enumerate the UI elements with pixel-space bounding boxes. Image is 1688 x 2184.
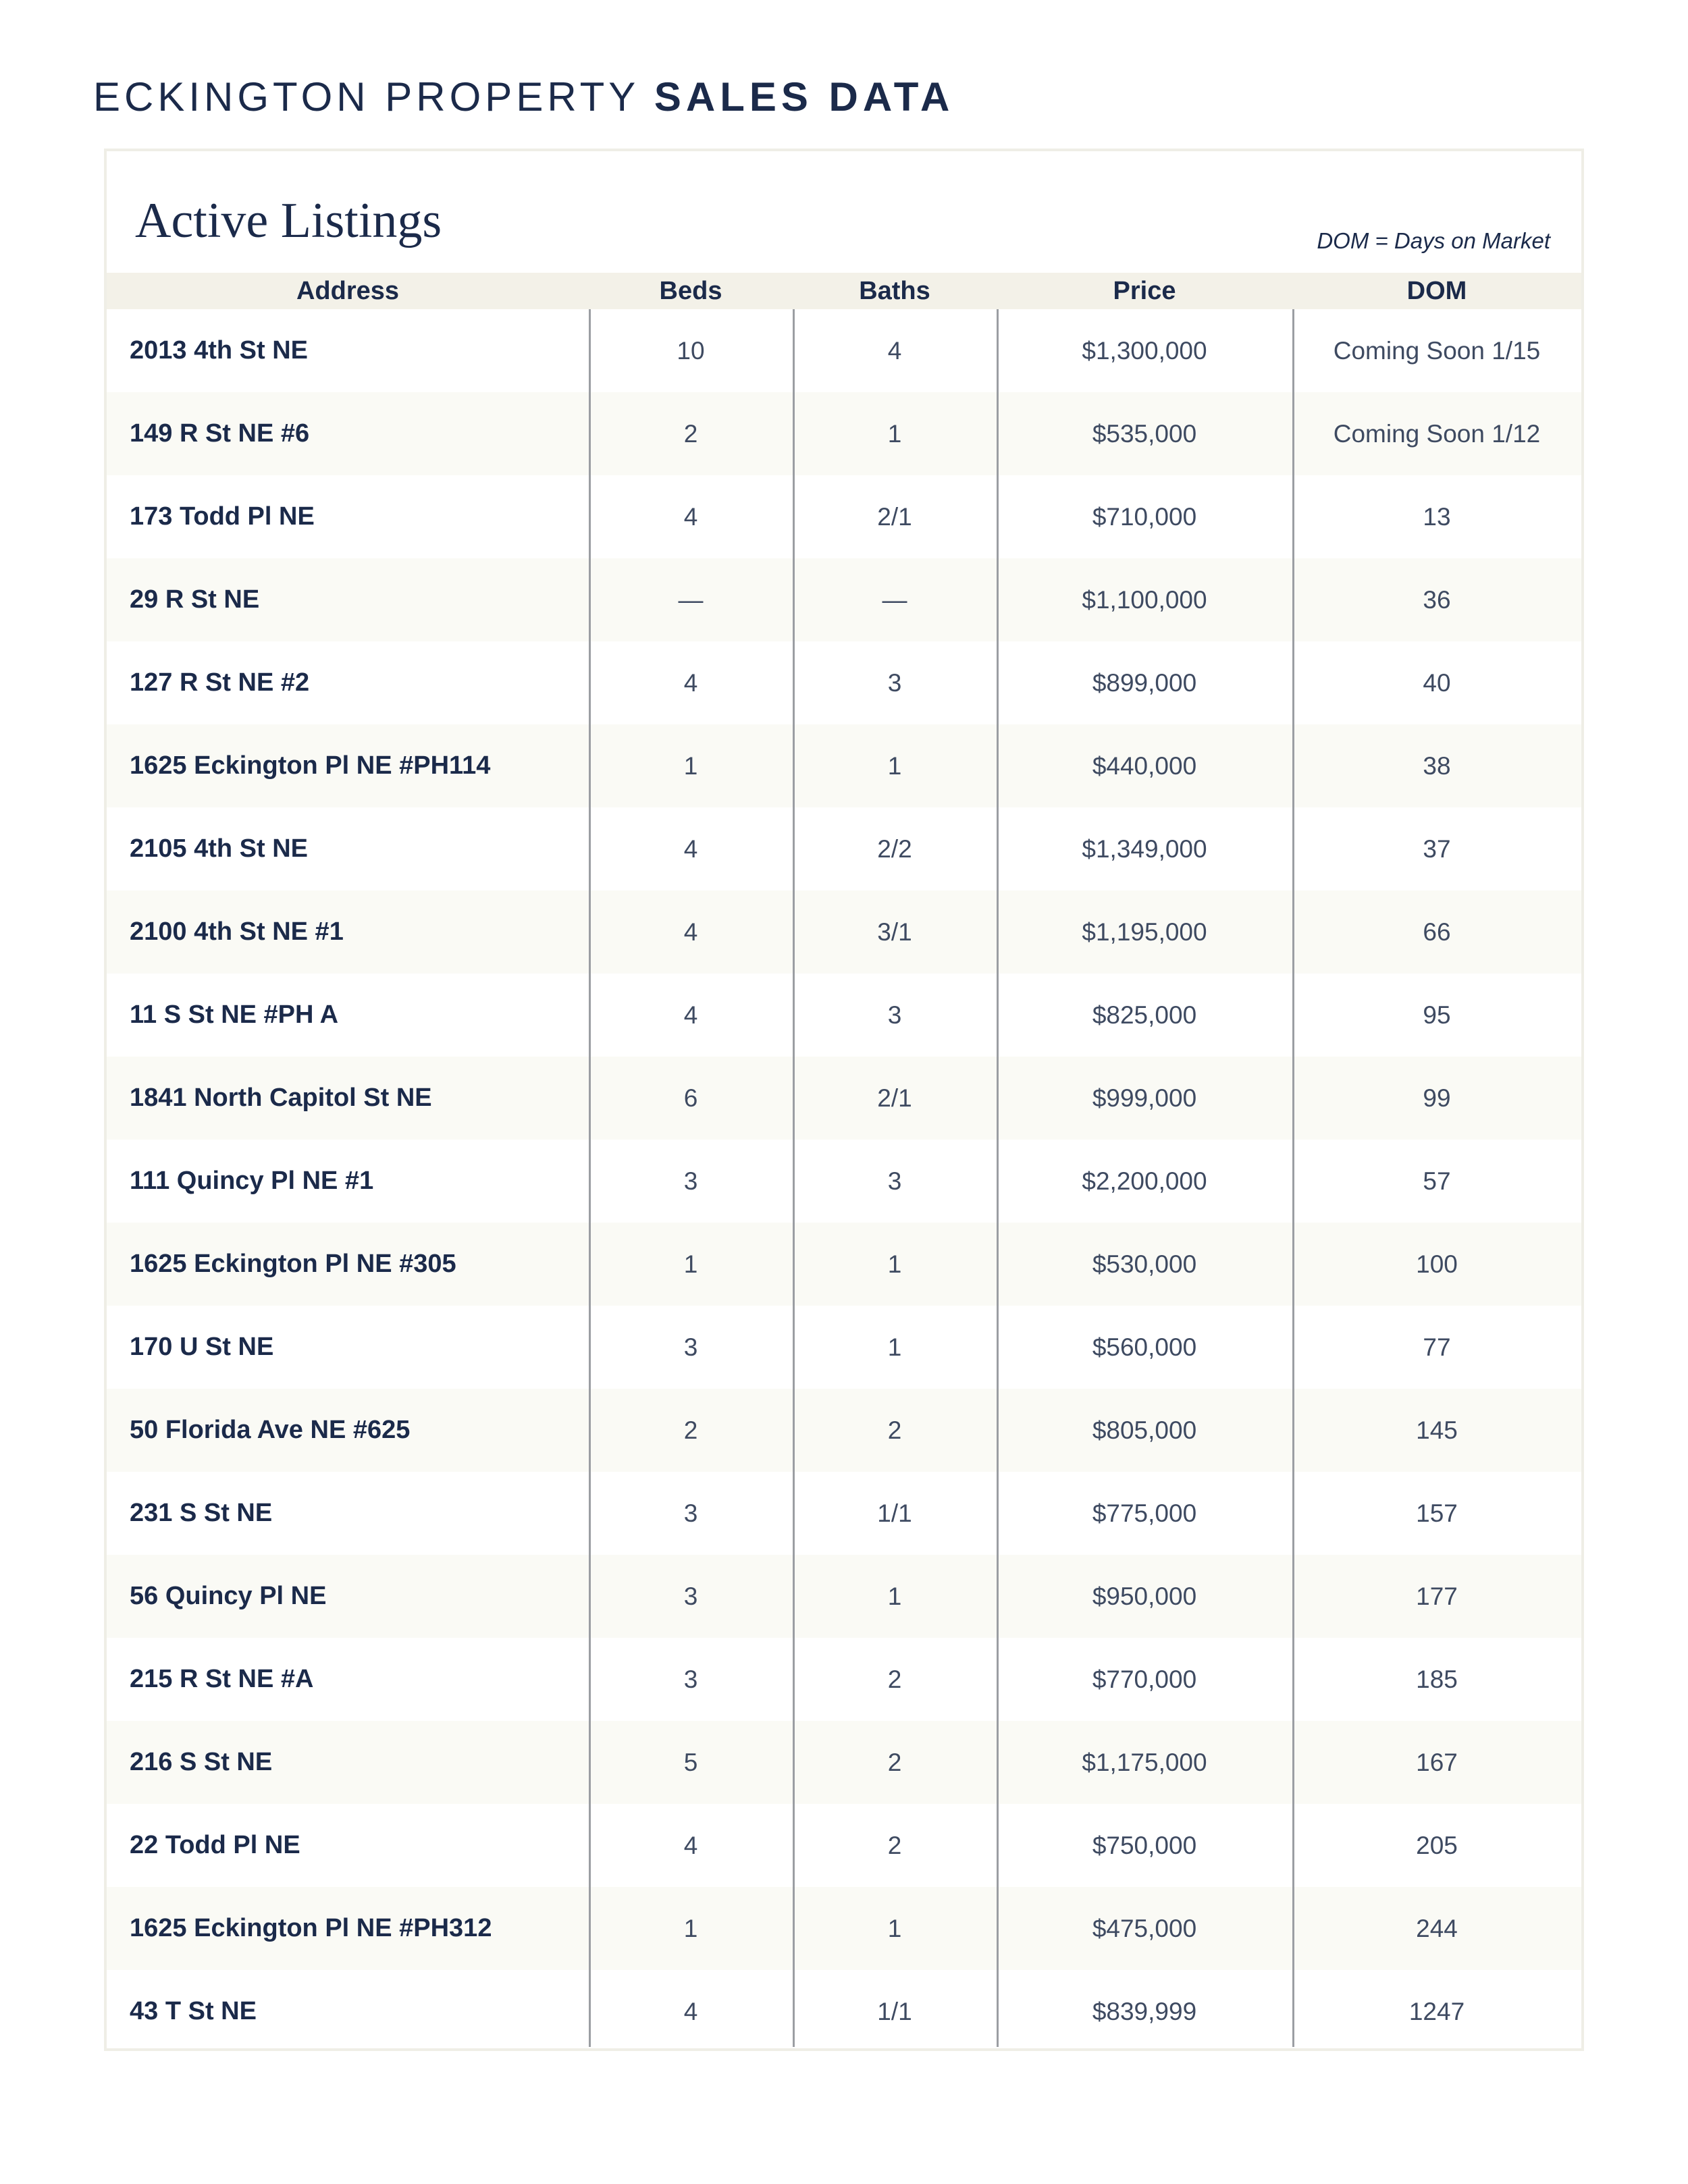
cell-dom: 167: [1416, 1749, 1458, 1776]
cell-address: 2105 4th St NE: [130, 834, 308, 863]
table-row: [107, 1472, 1581, 1555]
cell-baths: —: [882, 586, 907, 614]
cell-dom: 157: [1416, 1499, 1458, 1527]
cell-beds: 3: [683, 1167, 698, 1195]
cell-price: $950,000: [1092, 1582, 1197, 1610]
page-title: [93, 70, 954, 124]
cell-address: 127 R St NE #2: [130, 668, 310, 697]
page-title-bold: SALES DATA: [654, 74, 955, 119]
table-row: [107, 974, 1581, 1057]
cell-address: 2013 4th St NE: [130, 336, 308, 365]
cell-dom: 99: [1423, 1084, 1451, 1112]
table-row: [107, 1887, 1581, 1970]
cell-baths: 2/2: [877, 835, 912, 863]
cell-price: $1,300,000: [1082, 337, 1207, 365]
cell-dom: 100: [1416, 1250, 1458, 1278]
cell-baths: 3: [887, 1167, 902, 1195]
cell-dom: 66: [1423, 918, 1451, 946]
table-row: [107, 1306, 1581, 1389]
cell-price: $535,000: [1092, 420, 1197, 448]
table-row: [107, 475, 1581, 558]
cell-beds: 3: [683, 1666, 698, 1693]
cell-beds: 10: [677, 337, 705, 365]
cell-price: $750,000: [1092, 1832, 1197, 1859]
table-row: [107, 309, 1581, 392]
table-row: [107, 1555, 1581, 1638]
cell-beds: 2: [683, 420, 698, 448]
cell-baths: 1: [887, 1582, 902, 1610]
cell-price: $770,000: [1092, 1666, 1197, 1693]
cell-beds: 1: [683, 1915, 698, 1942]
cell-baths: 3: [887, 669, 902, 697]
cell-baths: 1: [887, 752, 902, 780]
cell-baths: 1: [887, 420, 902, 448]
cell-address: 50 Florida Ave NE #625: [130, 1416, 411, 1444]
cell-dom: 57: [1423, 1167, 1451, 1195]
cell-address: 216 S St NE: [130, 1748, 273, 1776]
table-row: [107, 558, 1581, 641]
column-header-price: Price: [1113, 277, 1176, 305]
cell-price: $1,175,000: [1082, 1749, 1207, 1776]
cell-dom: 13: [1423, 503, 1451, 531]
cell-price: $839,999: [1092, 1998, 1197, 2025]
cell-address: 43 T St NE: [130, 1997, 257, 2025]
cell-address: 1841 North Capitol St NE: [130, 1084, 432, 1112]
cell-address: 1625 Eckington Pl NE #305: [130, 1250, 456, 1278]
cell-beds: 4: [683, 918, 698, 946]
cell-price: $1,195,000: [1082, 918, 1207, 946]
cell-baths: 2: [887, 1749, 902, 1776]
cell-price: $475,000: [1092, 1915, 1197, 1942]
cell-dom: 77: [1423, 1333, 1451, 1361]
cell-baths: 3/1: [877, 918, 912, 946]
cell-beds: 4: [683, 669, 698, 697]
table-header: [107, 273, 1581, 309]
cell-baths: 4: [887, 337, 902, 365]
cell-beds: 5: [683, 1749, 698, 1776]
cell-baths: 2/1: [877, 1084, 912, 1112]
cell-dom: 205: [1416, 1832, 1458, 1859]
cell-beds: 2: [683, 1416, 698, 1444]
table-row: [107, 641, 1581, 724]
table-row: [107, 1389, 1581, 1472]
table-row: [107, 1970, 1581, 2053]
cell-dom: 36: [1423, 586, 1451, 614]
cell-beds: 4: [683, 1832, 698, 1859]
cell-beds: 1: [683, 1250, 698, 1278]
cell-address: 173 Todd Pl NE: [130, 502, 315, 531]
cell-dom: 185: [1416, 1666, 1458, 1693]
table-row: [107, 392, 1581, 475]
column-divider: [589, 309, 591, 2047]
dom-legend-note: DOM = Days on Market: [1317, 228, 1550, 253]
cell-dom: 177: [1416, 1582, 1458, 1610]
cell-price: $710,000: [1092, 503, 1197, 531]
cell-address: 170 U St NE: [130, 1333, 274, 1361]
table-row: [107, 807, 1581, 890]
cell-beds: 6: [683, 1084, 698, 1112]
column-divider: [997, 309, 999, 2047]
cell-dom: Coming Soon 1/15: [1333, 337, 1541, 365]
cell-baths: 2: [887, 1666, 902, 1693]
cell-price: $1,349,000: [1082, 835, 1207, 863]
cell-address: 231 S St NE: [130, 1499, 273, 1527]
cell-address: 56 Quincy Pl NE: [130, 1582, 327, 1610]
cell-beds: 4: [683, 1001, 698, 1029]
cell-baths: 2/1: [877, 503, 912, 531]
table-row: [107, 890, 1581, 974]
cell-baths: 1: [887, 1333, 902, 1361]
cell-price: $560,000: [1092, 1333, 1197, 1361]
cell-beds: 1: [683, 752, 698, 780]
cell-beds: —: [678, 586, 704, 614]
cell-dom: 37: [1423, 835, 1451, 863]
cell-beds: 4: [683, 503, 698, 531]
cell-address: 29 R St NE: [130, 585, 260, 614]
cell-address: 111 Quincy Pl NE #1: [130, 1167, 374, 1195]
cell-price: $2,200,000: [1082, 1167, 1207, 1195]
column-header-baths: Baths: [859, 277, 930, 305]
cell-address: 1625 Eckington Pl NE #PH312: [130, 1914, 492, 1942]
cell-baths: 2: [887, 1832, 902, 1859]
cell-beds: 4: [683, 1998, 698, 2025]
table-row: [107, 1721, 1581, 1804]
cell-baths: 2: [887, 1416, 902, 1444]
table-body: [107, 309, 1581, 2053]
cell-beds: 4: [683, 835, 698, 863]
cell-address: 11 S St NE #PH A: [130, 1001, 339, 1029]
cell-price: $825,000: [1092, 1001, 1197, 1029]
cell-address: 1625 Eckington Pl NE #PH114: [130, 751, 491, 780]
table-row: [107, 1057, 1581, 1140]
table-row: [107, 1140, 1581, 1223]
column-header-dom: DOM: [1406, 277, 1467, 305]
cell-dom: 38: [1423, 752, 1451, 780]
cell-dom: 244: [1416, 1915, 1458, 1942]
listings-card: [104, 149, 1584, 2051]
table-row: [107, 1223, 1581, 1306]
cell-dom: Coming Soon 1/12: [1333, 420, 1541, 448]
page-title-light: ECKINGTON PROPERTY: [93, 74, 639, 119]
cell-price: $1,100,000: [1082, 586, 1207, 614]
column-header-beds: Beds: [659, 277, 722, 305]
cell-baths: 1/1: [877, 1499, 912, 1527]
cell-beds: 3: [683, 1582, 698, 1610]
cell-price: $440,000: [1092, 752, 1197, 780]
section-title: Active Listings: [135, 193, 442, 248]
cell-address: 149 R St NE #6: [130, 419, 310, 448]
table-row: [107, 1804, 1581, 1887]
cell-beds: 3: [683, 1499, 698, 1527]
cell-dom: 1247: [1408, 1998, 1465, 2025]
cell-address: 2100 4th St NE #1: [130, 917, 344, 946]
column-divider: [793, 309, 795, 2047]
column-header-address: Address: [296, 277, 400, 305]
cell-price: $805,000: [1092, 1416, 1197, 1444]
cell-baths: 1: [887, 1250, 902, 1278]
cell-price: $999,000: [1092, 1084, 1197, 1112]
cell-baths: 1/1: [877, 1998, 912, 2025]
cell-dom: 95: [1423, 1001, 1451, 1029]
table-row: [107, 724, 1581, 807]
cell-dom: 40: [1423, 669, 1451, 697]
cell-baths: 3: [887, 1001, 902, 1029]
cell-baths: 1: [887, 1915, 902, 1942]
cell-price: $775,000: [1092, 1499, 1197, 1527]
table-row: [107, 1638, 1581, 1721]
cell-address: 22 Todd Pl NE: [130, 1831, 300, 1859]
cell-price: $530,000: [1092, 1250, 1197, 1278]
cell-dom: 145: [1416, 1416, 1458, 1444]
cell-address: 215 R St NE #A: [130, 1665, 314, 1693]
column-divider: [1292, 309, 1294, 2047]
cell-beds: 3: [683, 1333, 698, 1361]
cell-price: $899,000: [1092, 669, 1197, 697]
